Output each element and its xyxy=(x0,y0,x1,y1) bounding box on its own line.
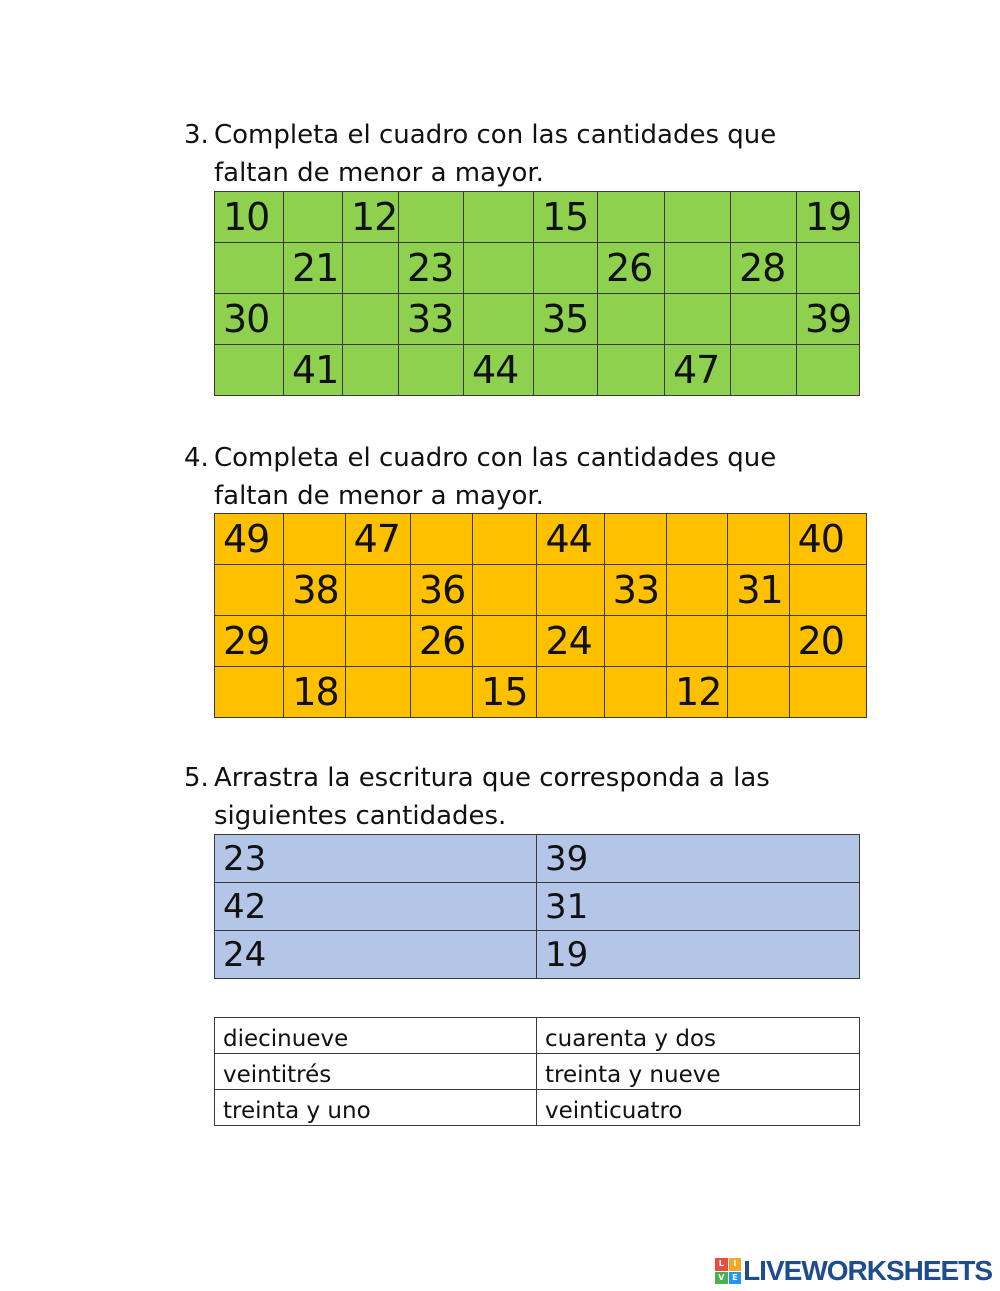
word-option[interactable]: cuarenta y dos xyxy=(537,1018,860,1054)
grid-3-row xyxy=(215,345,860,396)
grid-3-cell: 47 xyxy=(665,345,731,396)
question-3-text-2: faltan de menor a mayor. xyxy=(214,158,544,188)
word-option[interactable]: veintitrés xyxy=(215,1054,537,1090)
numbers-drop-table xyxy=(214,834,860,979)
grid-3-cell: 10 xyxy=(215,192,284,243)
grid-3-cell: 19 xyxy=(797,192,860,243)
grid-4-cell-blank[interactable] xyxy=(345,616,410,667)
number-cell: 19 xyxy=(537,931,860,979)
grid-4-cell-blank[interactable] xyxy=(604,616,666,667)
question-5-text-2: siguientes cantidades. xyxy=(214,801,507,831)
grid-4-cell-blank[interactable] xyxy=(604,514,666,565)
grid-4-cell-blank[interactable] xyxy=(728,616,789,667)
grid-3-cell-blank[interactable] xyxy=(731,192,797,243)
brand-text: LIVEWORKSHEETS xyxy=(743,1255,992,1286)
grid-3-cell-blank[interactable] xyxy=(343,345,399,396)
liveworksheets-icon xyxy=(715,1258,741,1284)
word-options-table xyxy=(214,1017,860,1126)
number-cell: 23 xyxy=(215,835,537,883)
grid-3-cell: 35 xyxy=(534,294,598,345)
grid-4-cell: 36 xyxy=(410,565,472,616)
number-grid-10-49 xyxy=(214,191,860,396)
grid-4-cell-blank[interactable] xyxy=(473,616,537,667)
grid-4-row xyxy=(215,616,867,667)
number-cell: 39 xyxy=(537,835,860,883)
grid-4-cell-blank[interactable] xyxy=(537,667,604,718)
grid-4-cell-blank[interactable] xyxy=(667,514,728,565)
grid-4-cell: 33 xyxy=(604,565,666,616)
question-5-text-1: Arrastra la escritura que corresponda a las xyxy=(214,763,770,793)
grid-4-cell: 15 xyxy=(473,667,537,718)
grid-4-cell-blank[interactable] xyxy=(667,616,728,667)
grid-3-cell: 39 xyxy=(797,294,860,345)
grid-3-cell: 44 xyxy=(464,345,534,396)
grid-3-cell: 30 xyxy=(215,294,284,345)
grid-4-cell-blank[interactable] xyxy=(473,514,537,565)
grid-4-row xyxy=(215,565,867,616)
logo-letter-v: V xyxy=(715,1272,728,1285)
liveworksheets-logo[interactable] xyxy=(715,1251,992,1291)
grid-3-cell-blank[interactable] xyxy=(284,192,343,243)
grid-4-cell: 49 xyxy=(215,514,284,565)
grid-3-cell: 12 xyxy=(343,192,399,243)
grid-4-cell-blank[interactable] xyxy=(215,667,284,718)
word-option-row xyxy=(215,1090,860,1126)
grid-3-cell-blank[interactable] xyxy=(598,294,665,345)
grid-3-cell-blank[interactable] xyxy=(731,294,797,345)
grid-3-cell-blank[interactable] xyxy=(534,345,598,396)
grid-4-cell: 47 xyxy=(345,514,410,565)
grid-3-cell-blank[interactable] xyxy=(464,192,534,243)
word-option-row xyxy=(215,1054,860,1090)
grid-3-cell: 28 xyxy=(731,243,797,294)
grid-4-cell-blank[interactable] xyxy=(667,565,728,616)
grid-4-cell-blank[interactable] xyxy=(410,667,472,718)
logo-letter-e: E xyxy=(729,1272,742,1285)
question-3-number: 3. xyxy=(184,120,209,150)
grid-3-cell-blank[interactable] xyxy=(215,345,284,396)
grid-3-row xyxy=(215,192,860,243)
grid-3-cell: 26 xyxy=(598,243,665,294)
grid-3-cell-blank[interactable] xyxy=(797,345,860,396)
grid-3-row xyxy=(215,243,860,294)
grid-3-cell-blank[interactable] xyxy=(399,345,464,396)
grid-4-row xyxy=(215,514,867,565)
grid-4-cell: 44 xyxy=(537,514,604,565)
grid-3-cell-blank[interactable] xyxy=(464,243,534,294)
grid-3-cell: 33 xyxy=(399,294,464,345)
word-option[interactable]: treinta y nueve xyxy=(537,1054,860,1090)
grid-3-cell-blank[interactable] xyxy=(215,243,284,294)
grid-4-cell: 20 xyxy=(789,616,866,667)
grid-4-cell-blank[interactable] xyxy=(789,565,866,616)
grid-3-cell-blank[interactable] xyxy=(598,192,665,243)
grid-4-cell: 31 xyxy=(728,565,789,616)
question-4-line-1 xyxy=(184,439,776,477)
grid-4-cell: 18 xyxy=(284,667,345,718)
grid-3-cell-blank[interactable] xyxy=(665,243,731,294)
grid-4-cell-blank[interactable] xyxy=(728,667,789,718)
grid-4-cell: 26 xyxy=(410,616,472,667)
grid-4-cell-blank[interactable] xyxy=(473,565,537,616)
question-3-text-1: Completa el cuadro con las cantidades que xyxy=(214,120,777,150)
grid-4-cell-blank[interactable] xyxy=(215,565,284,616)
grid-4-cell-blank[interactable] xyxy=(604,667,666,718)
word-option[interactable]: treinta y uno xyxy=(215,1090,537,1126)
grid-4-cell-blank[interactable] xyxy=(410,514,472,565)
question-5 xyxy=(184,759,770,835)
grid-3-cell-blank[interactable] xyxy=(399,192,464,243)
grid-3-cell: 23 xyxy=(399,243,464,294)
question-5-line-1 xyxy=(184,759,770,797)
grid-4-cell: 29 xyxy=(215,616,284,667)
grid-3-cell-blank[interactable] xyxy=(731,345,797,396)
question-3 xyxy=(184,116,776,192)
grid-4-cell: 24 xyxy=(537,616,604,667)
grid-4-cell: 40 xyxy=(789,514,866,565)
grid-4-cell-blank[interactable] xyxy=(284,616,345,667)
grid-4-cell: 38 xyxy=(284,565,345,616)
grid-3-cell-blank[interactable] xyxy=(598,345,665,396)
question-5-number: 5. xyxy=(184,763,209,793)
grid-3-cell-blank[interactable] xyxy=(534,243,598,294)
grid-4-cell-blank[interactable] xyxy=(345,565,410,616)
grid-4-cell-blank[interactable] xyxy=(345,667,410,718)
grid-3-cell-blank[interactable] xyxy=(284,294,343,345)
number-cell: 42 xyxy=(215,883,537,931)
logo-letter-l: L xyxy=(715,1258,728,1271)
grid-4-cell: 12 xyxy=(667,667,728,718)
question-4 xyxy=(184,439,776,515)
grid-4-cell-blank[interactable] xyxy=(537,565,604,616)
logo-letter-i: I xyxy=(729,1258,742,1271)
grid-3-cell-blank[interactable] xyxy=(464,294,534,345)
question-4-text-1: Completa el cuadro con las cantidades que xyxy=(214,443,777,473)
grid-3-cell-blank[interactable] xyxy=(343,243,399,294)
number-row xyxy=(215,835,860,883)
word-option-row xyxy=(215,1018,860,1054)
number-cell: 24 xyxy=(215,931,537,979)
grid-3-cell-blank[interactable] xyxy=(797,243,860,294)
word-option[interactable]: diecinueve xyxy=(215,1018,537,1054)
number-grid-49-12 xyxy=(214,513,867,718)
question-4-text-2: faltan de menor a mayor. xyxy=(214,481,544,511)
grid-4-cell-blank[interactable] xyxy=(284,514,345,565)
question-4-number: 4. xyxy=(184,443,209,473)
number-cell: 31 xyxy=(537,883,860,931)
word-option[interactable]: veinticuatro xyxy=(537,1090,860,1126)
grid-3-cell-blank[interactable] xyxy=(665,192,731,243)
grid-4-cell-blank[interactable] xyxy=(789,667,866,718)
question-3-line-1 xyxy=(184,116,776,154)
grid-4-row xyxy=(215,667,867,718)
grid-3-cell: 41 xyxy=(284,345,343,396)
grid-3-cell: 15 xyxy=(534,192,598,243)
grid-4-cell-blank[interactable] xyxy=(728,514,789,565)
grid-3-cell: 21 xyxy=(284,243,343,294)
grid-3-cell-blank[interactable] xyxy=(665,294,731,345)
number-row xyxy=(215,931,860,979)
grid-3-cell-blank[interactable] xyxy=(343,294,399,345)
grid-3-row xyxy=(215,294,860,345)
number-row xyxy=(215,883,860,931)
